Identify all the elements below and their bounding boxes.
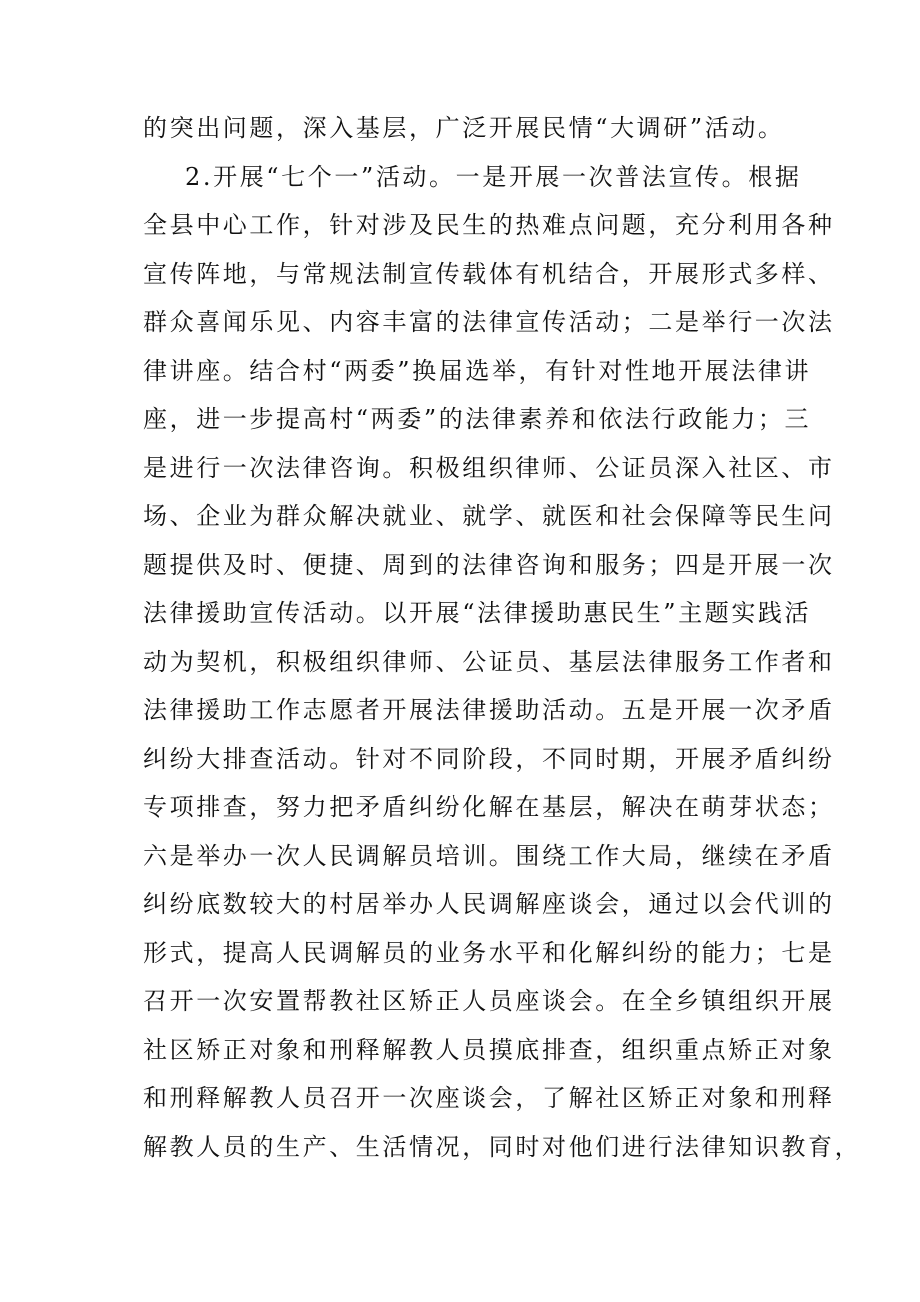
text-line: 和刑释解教人员召开一次座谈会，了解社区矫正对象和刑释 [143, 1084, 835, 1112]
text-line: 全县中心工作，针对涉及民生的热难点问题，充分利用各种 [143, 211, 835, 239]
text-line: 法律援助工作志愿者开展法律援助活动。五是开展一次矛盾 [143, 696, 835, 724]
text-line: 六是举办一次人民调解员培训。围绕工作大局，继续在矛盾 [143, 841, 835, 870]
text-line: 2.开展“七个一”活动。一是开展一次普法宣传。根据 [185, 162, 802, 191]
text-line: 解教人员的生产、生活情况，同时对他们进行法律知识教育， [143, 1132, 862, 1161]
text-line: 座，进一步提高村“两委”的法律素养和依法行政能力；三 [143, 405, 812, 433]
text-line: 纠纷底数较大的村居举办人民调解座谈会，通过以会代训的 [143, 890, 835, 918]
text-line: 群众喜闻乐见、内容丰富的法律宣传活动；二是举行一次法 [143, 308, 835, 336]
text-line: 题提供及时、便捷、周到的法律咨询和服务；四是开展一次 [143, 550, 835, 579]
text-line: 召开一次安置帮教社区矫正人员座谈会。在全乡镇组织开展 [143, 987, 835, 1015]
text-line: 动为契机，积极组织律师、公证员、基层法律服务工作者和 [143, 647, 835, 676]
text-line: 场、企业为群众解决就业、就学、就医和社会保障等民生问 [143, 502, 835, 530]
text-line: 的突出问题，深入基层，广泛开展民情“大调研”活动。 [143, 114, 785, 142]
text-line: 专项排查，努力把矛盾纠纷化解在基层，解决在萌芽状态； [143, 793, 835, 821]
text-line: 宣传阵地，与常规法制宣传载体有机结合，开展形式多样、 [143, 259, 835, 288]
text-line: 社区矫正对象和刑释解教人员摸底排查，组织重点矫正对象 [143, 1035, 835, 1064]
text-line: 纠纷大排查活动。针对不同阶段，不同时期，开展矛盾纠纷 [143, 744, 835, 773]
text-line: 法律援助宣传活动。以开展“法律援助惠民生”主题实践活 [143, 599, 812, 627]
document-body [143, 104, 862, 1171]
text-line: 律讲座。结合村“两委”换届选举，有针对性地开展法律讲 [143, 356, 812, 385]
text-line: 形式，提高人民调解员的业务水平和化解纠纷的能力；七是 [143, 938, 835, 967]
text-line: 是进行一次法律咨询。积极组织律师、公证员深入社区、市 [143, 453, 835, 482]
